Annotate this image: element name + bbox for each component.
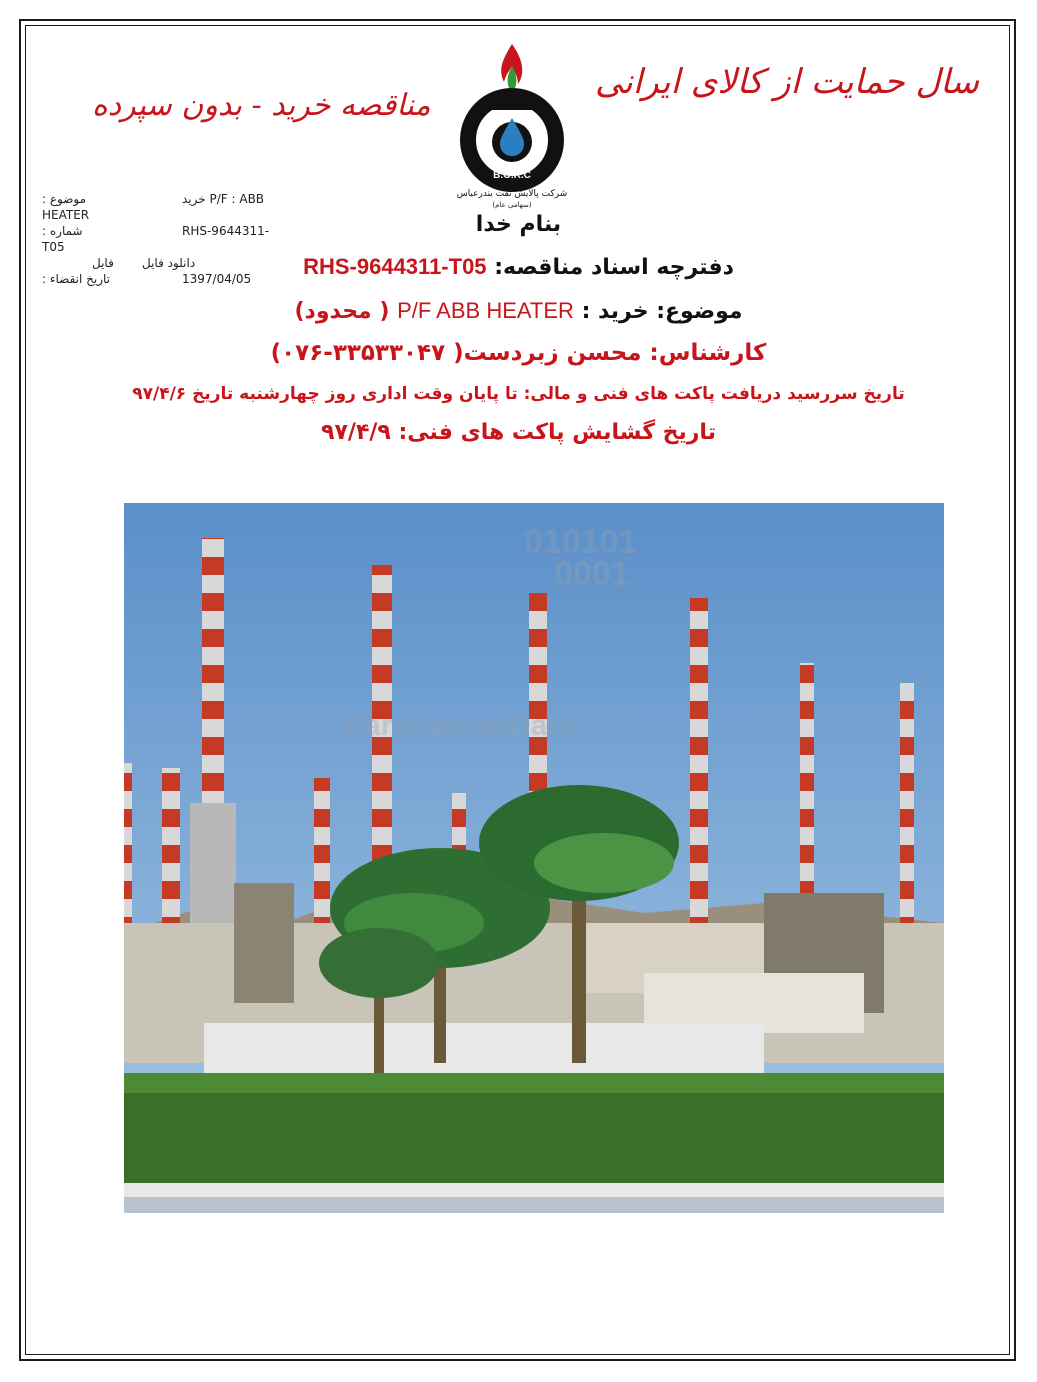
watermark-digits-2: 0001: [554, 555, 630, 593]
info-subject-label: موضوع :: [42, 192, 87, 206]
slogan-year: سال حمایت از کالای ایرانی: [595, 62, 979, 102]
info-expiry-value: 1397/04/05: [182, 272, 252, 286]
refinery-photo: [124, 503, 944, 1213]
watermark-digits-1: 010101: [524, 523, 638, 561]
bismillah-heading: بنام خدا: [475, 212, 562, 237]
info-number-label: شماره :: [42, 224, 83, 238]
info-number-value: RHS-9644311-: [182, 224, 270, 238]
refinery-illustration: [124, 503, 944, 1213]
logo-company-type: (سهامی عام): [492, 201, 532, 209]
download-file-link[interactable]: دانلود فایل: [142, 256, 196, 270]
deadline-line: تاریخ سررسید دریافت پاکت های فنی و مالی: تا پایان وقت اداری روز چهارشنبه تاریخ ۹۷/۴/۶: [132, 384, 905, 404]
subject-label: موضوع: خرید :: [581, 299, 743, 324]
info-number-wrap: T05: [42, 240, 65, 254]
subject-value: P/F ABB HEATER: [397, 298, 574, 323]
subject-limited: ( محدود): [294, 299, 390, 324]
logo-company-name: شرکت پالایش نفت بندرعباس: [456, 189, 568, 199]
info-subject-value: خرید P/F : ABB: [182, 192, 265, 206]
tender-code-line: [0, 254, 1037, 280]
info-file-label: فایل: [92, 256, 114, 270]
company-logo: [432, 38, 592, 210]
info-subject-wrap: HEATER: [42, 208, 90, 222]
tender-code: RHS-9644311-T05: [303, 254, 487, 279]
subject-line: [0, 298, 1037, 324]
tender-code-label: دفترچه اسناد مناقصه:: [494, 255, 734, 280]
info-expiry-label: تاریخ انقضاء :: [42, 272, 110, 286]
watermark-brand: ParsNamadData: [344, 709, 575, 742]
logo-abbrev: B.O.R.C: [493, 170, 531, 181]
expert-line: کارشناس: محسن زبردست( ۳۳۵۳۳۰۴۷-۰۷۶): [270, 340, 767, 366]
tender-type-heading: مناقصه خرید - بدون سپرده: [92, 88, 431, 123]
opening-date-line: تاریخ گشایش پاکت های فنی: ۹۷/۴/۹: [321, 420, 716, 445]
